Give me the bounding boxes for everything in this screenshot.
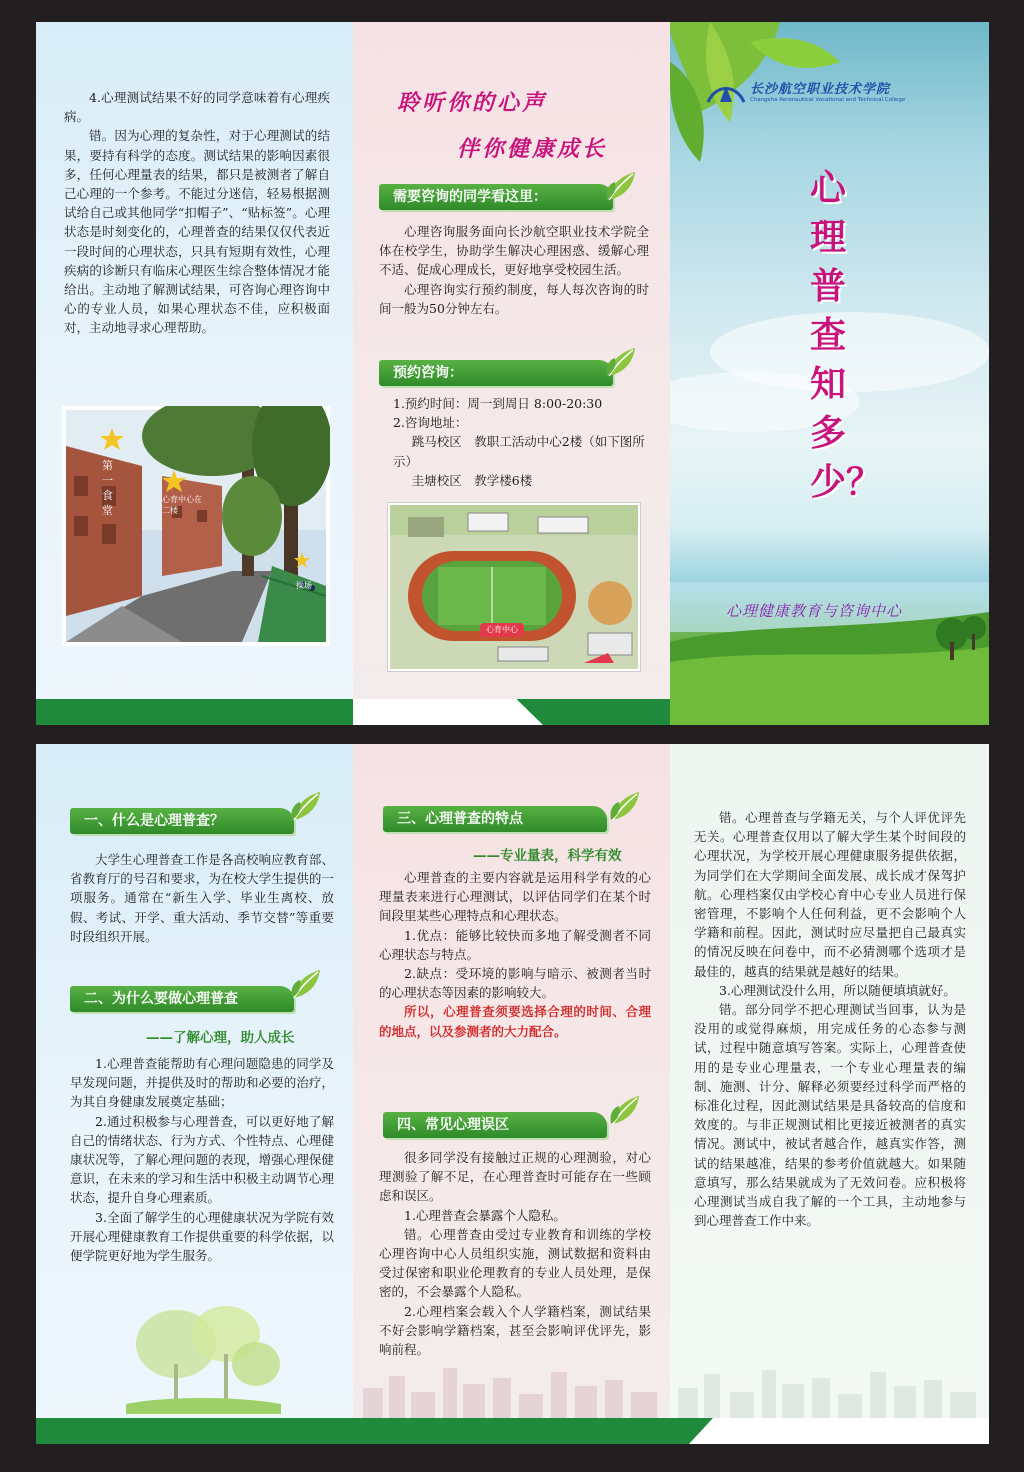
- section3-disadvantage: 2.缺点：受环境的影响与暗示、被测者当时的心理状态等因素的影响较大。: [379, 966, 651, 1001]
- middle-bottom-bar: [353, 699, 670, 725]
- section2-item3: 3.全面了解学生的心理健康状况为学院有效开展心理健康教育工作提供重要的科学依据，以便学院更好地为学生服务。: [70, 1209, 334, 1264]
- center-label: 心育中心在二楼: [162, 495, 202, 515]
- map-tag-label: 心育中心: [486, 625, 518, 634]
- misconception-1: 1.心理普查会暴露个人隐私。: [404, 1207, 566, 1223]
- middle-bottom-bar-inside: [353, 1418, 670, 1444]
- misconception-2: 2.心理档案会载入个人学籍档案，测试结果不好会影响学籍档案，甚至会影响评优评先，影响前程。: [379, 1303, 651, 1358]
- campus-guitang: 圭塘校区 教学楼6楼: [411, 472, 533, 488]
- section2-header: 二、为什么要做心理普查: [70, 986, 294, 1012]
- misconception-4-text: [64, 88, 330, 338]
- leaf-icon: [609, 1094, 643, 1126]
- department-name: 心理健康教育与咨询中心: [726, 602, 903, 620]
- consult-intro-p1: 心理咨询服务面向长沙航空职业技术学院全体在校学生，协助学生解决心理困惑、缓解心理不适、促成心理成长，更好地享受校园生活。: [379, 224, 649, 278]
- school-name: 长沙航空职业技术学院: [750, 82, 891, 97]
- section1-paragraph: 大学生心理普查工作是各高校响应教育部、省教育厅的号召和要求，为在校大学生提供的一项服务。通常在“新生入学、毕业生离校、放假、考试、开学、重大活动、季节交替”等重要时段组织开展。: [70, 852, 334, 944]
- panel-features-misconceptions: [353, 744, 670, 1444]
- section3-intro: 心理普查的主要内容就是运用科学有效的心理量表来进行心理测试，以评估同学们在某个时间段里某些心理特点和心理状态。: [379, 870, 651, 924]
- misconception-1-answer: 错。心理普查由受过专业教育和训练的学校心理咨询中心人员组织实施，测试数据和资料由受过保密和职业伦理教育的专业人员处理，是保密的，不会暴露个人隐私。: [379, 1226, 651, 1300]
- slogan-line1: 聆听你的心声: [397, 90, 548, 116]
- cover-title: 心理普查知多少？: [810, 168, 883, 503]
- misconception-3: 3.心理测试没什么用，所以随便填填就好。: [719, 982, 956, 998]
- misconception-2-answer: 错。心理普查与学籍无关，与个人评优评先无关。心理普查仅用以了解大学生某个时间段的心理状况，为学校开展心理健康服务提供依据，为同学们在大学期间全面发展、成长成才保驾护航。心理档案仅由学校心育中心专业人员进行保密管理，不影响个人任何利益，更不会影响个人学籍和前程。因此，测试时应尽量把自己最真实的情况反映在问卷中，而不必猜测哪个选项才是最佳的，越真的结果就是越好的结果。: [694, 810, 966, 979]
- section3-text: [379, 868, 651, 1041]
- section3-advantage: 1.优点：能够比较快而多地了解受测者不同心理状态与特点。: [379, 927, 651, 962]
- section4-text: [379, 1148, 651, 1359]
- section3-subtitle: ——专业量表，科学有效: [473, 848, 622, 864]
- consult-intro: [379, 222, 649, 318]
- panel-consultation: [353, 22, 670, 725]
- section4-header: 四、常见心理误区: [383, 1112, 607, 1138]
- campus-map: [387, 502, 641, 672]
- brochure-inside-sheet: [36, 744, 989, 1444]
- city-skyline-decoration: [670, 1358, 989, 1418]
- campus-photo-drawing: [62, 406, 330, 646]
- city-skyline-decoration: [353, 1358, 670, 1418]
- campus-photo: [62, 406, 330, 646]
- misconception-continued-text: [694, 808, 966, 1230]
- brochure-outside-sheet: [36, 22, 989, 725]
- consult-header: 需要咨询的同学看这里：: [379, 184, 613, 210]
- consult-intro-p2: 心理咨询实行预约制度，每人每次咨询的时间一般为50分钟左右。: [379, 281, 649, 316]
- school-name-en: Changsha Aeronautical Vocational and Technical College: [750, 97, 906, 103]
- section2-item2: 2.通过积极参与心理普查，可以更好地了解自己的情绪状态、行为方式、个性特点、心理健康状况等，了解心理问题的表现，增强心理保健意识，在未来的学习和生活中积极主动调节心理状态，提升自身心理素质。: [70, 1113, 334, 1206]
- panel-what-why: [36, 744, 353, 1444]
- leaf-icon: [290, 968, 324, 1000]
- campus-tiaoma: 跳马校区 教职工活动中心2楼（如下图所示）: [393, 434, 645, 469]
- panel-misconceptions-continued: [670, 744, 989, 1444]
- misconception-4-title: 4.心理测试结果不好的同学意味着有心理疾病。: [64, 90, 330, 125]
- appointment-address: 2.咨询地址：: [393, 415, 468, 431]
- section1-header: 一、什么是心理普查？: [70, 808, 294, 834]
- section4-intro: 很多同学没有接触过正规的心理测验，对心理测验了解不足，在心理普查时可能存在一些顾虑和误区。: [379, 1150, 651, 1204]
- leaf-icon: [290, 790, 324, 822]
- canteen-label: 第一食堂: [102, 459, 113, 517]
- leaf-icon: [605, 170, 639, 202]
- appointment-details: [393, 394, 653, 490]
- panel-cover: [670, 22, 989, 725]
- section3-note: 所以，心理普查须要选择合理的时间、合理的地点，以及参测者的大力配合。: [379, 1004, 651, 1039]
- leaf-icon: [609, 790, 643, 822]
- school-logo-icon: [706, 78, 746, 106]
- section1-text: [70, 850, 334, 946]
- right-bottom-bar-inside: [670, 1418, 989, 1444]
- misconception-3-answer: 错。部分同学不把心理测试当回事，认为是没用的或觉得麻烦，用完成任务的心态参与测试，过程中随意填写答案。实际上，心理普查使用的是专业心理量表，一个专业心理量表的编制、施测、计分、解释必须要经过科学而严格的标准化过程，因此测试结果是具备较高的信度和效度的。与非正规测试相比更接近被测者的真实情况。测试中，被试者越合作，越真实作答，测试的结果越准，结果的参考价值就越大。如果随意填写，那么结果就成为了无效问卷。应积极将心理测试当成自我了解的一个工具，主动地参与到心理普查工作中来。: [694, 1002, 966, 1229]
- appointment-header: 预约咨询：: [379, 360, 613, 386]
- section2-subtitle: ——了解心理，助人成长: [146, 1030, 295, 1046]
- field-label: 操场: [296, 581, 312, 590]
- panel-misconception-4: [36, 22, 353, 725]
- slogan-line2: 伴你健康成长: [457, 136, 608, 162]
- section2-item1: 1.心理普查能帮助有心理问题隐患的同学及早发现问题，并提供及时的帮助和必要的治疗，为其自身健康发展奠定基础；: [70, 1056, 334, 1110]
- appointment-time: 1.预约时间：周一到周日 8:00-20:30: [393, 396, 603, 411]
- misconception-4-answer: 错。因为心理的复杂性，对于心理测试的结果，要持有科学的态度。测试结果的影响因素很多，任何心理量表的结果，都只是被测者了解自己心理的一个参考。不能过分迷信，轻易根据测试给自己或其他同学“扣帽子”、“贴标签”。心理状态是时刻变化的，心理普查的结果仅仅代表近一段时间的心理状态，只具有短期有效性，心理疾病的诊断只有临床心理医生综合整体情况才能给出。主动地了解测试结果，可咨询心理咨询中心的专业人员，如果心理状态不佳，应积极面对，主动地寻求心理帮助。: [64, 128, 330, 336]
- leaf-icon: [605, 346, 639, 378]
- campus-map-drawing: [388, 503, 640, 671]
- section3-header: 三、心理普查的特点: [383, 806, 607, 832]
- section2-text: [70, 1054, 334, 1265]
- left-bottom-bar-inside: [36, 1418, 353, 1444]
- tree-illustration: [116, 1304, 286, 1414]
- left-bottom-bar: [36, 699, 353, 725]
